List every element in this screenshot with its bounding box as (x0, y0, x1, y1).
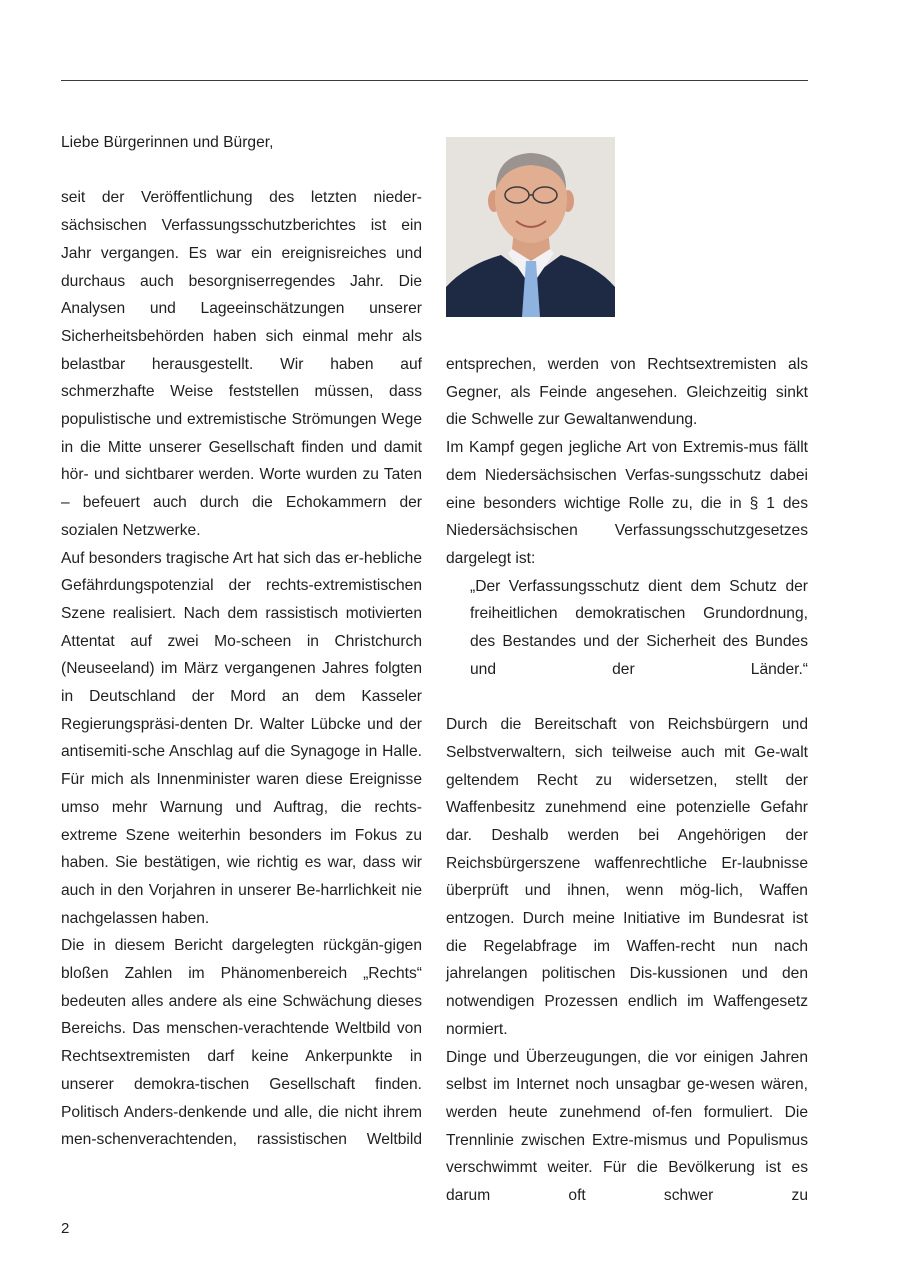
legal-quote: „Der Verfassungsschutz dient dem Schutz der freiheitlichen demokratischen Grundordnung, des Bestandes und der Sicherheit des Bundes und der Länder.“ (470, 577, 808, 678)
left-column (61, 129, 422, 1154)
right-column (446, 351, 808, 1210)
paragraph: Die in diesem Bericht dargelegten rückgän-gigen bloßen Zahlen im Phänomenbereich „Rechts“ bedeuten alles andere als eine Schwächung dieses Bereichs. Das menschen-verachtende Weltbild von Rechtsextremisten darf keine Ankerpunkte in unserer demokra-tischen Gesellschaft finden. Politisch Anders-denkende und alle, die nicht ihrem men-schenverachtenden, rassistischen Weltbild (61, 937, 422, 1149)
paragraph: seit der Veröffentlichung des letzten nieder-sächsischen Verfassungsschutzberichtes ist ein Jahr vergangen. Es war ein ereignisreiches und durchaus auch besorgniserregendes Jahr. Die Analysen und Lageeinschätzungen unserer Sicherheitsbehörden haben sich einmal mehr als belastbar herausgestellt. Wir haben auf schmerzhafte Weise feststellen müssen, dass populistische und extremistische Strömungen Wege in die Mitte unserer Gesellschaft finden und damit hör- und sichtbarer werden. Worte wurden zu Taten – befeuert auch durch die Echokammern der sozialen Netzwerke. (61, 189, 422, 539)
page-number: 2 (61, 1220, 70, 1237)
paragraph: Durch die Bereitschaft von Reichsbürgern und Selbstverwaltern, sich teilweise auch mit Ge-walt geltendem Recht zu widersetzen, stellt der Waffenbesitz zunehmend eine potenzielle Gefahr dar. Deshalb werden bei Angehörigen der Reichsbürgerszene waffenrechtliche Er-laubnisse überprüft und ihnen, wenn mög-lich, Waffen entzogen. Durch meine Initiative im Bundesrat ist die Regelabfrage im Waffen-recht nun nach jahrelangen politischen Dis-kussionen und den notwendigen Prozessen endlich im Waffengesetz normiert. (446, 716, 808, 1038)
paragraph: Im Kampf gegen jegliche Art von Extremis-mus fällt dem Niedersächsischen Verfas-sungsschutz dabei eine besonders wichtige Rolle zu, die in § 1 des Niedersächsischen Verfassungsschutzgesetzes dargelegt ist: (446, 439, 808, 567)
paragraph: entsprechen, werden von Rechtsextremisten als Gegner, als Feinde angesehen. Gleichzeitig sinkt die Schwelle zur Gewaltanwendung. (446, 356, 808, 429)
portrait-photo (446, 137, 615, 317)
header-rule (61, 80, 808, 81)
paragraph: Dinge und Überzeugungen, die vor einigen Jahren selbst im Internet noch unsagbar ge-wesen wären, werden heute zunehmend of-fen formuliert. Die Trennlinie zwischen Extre-mismus und Populismus verschwimmt weiter. Für die Bevölkerung ist es darum oft schwer zu (446, 1048, 808, 1205)
salutation: Liebe Bürgerinnen und Bürger, (61, 134, 274, 151)
paragraph: Auf besonders tragische Art hat sich das er-hebliche Gefährdungspotenzial der rechts-extremistischen Szene realisiert. Nach dem rassistisch motivierten Attentat auf zwei Mo-scheen in Christchurch (Neuseeland) im März vergangenen Jahres folgten in Deutschland der Mord an dem Kasseler Regierungspräsi-denten Dr. Walter Lübcke und der antisemiti-sche Anschlag auf die Synagoge in Halle. Für mich als Innenminister waren diese Ereignisse umso mehr Warnung und Auftrag, die rechts-extreme Szene weiterhin besonders im Fokus zu haben. Sie bestätigen, wie richtig es war, dass wir auch in den Vorjahren in unserer Be-harrlichkeit nie nachgelassen haben. (61, 549, 422, 927)
